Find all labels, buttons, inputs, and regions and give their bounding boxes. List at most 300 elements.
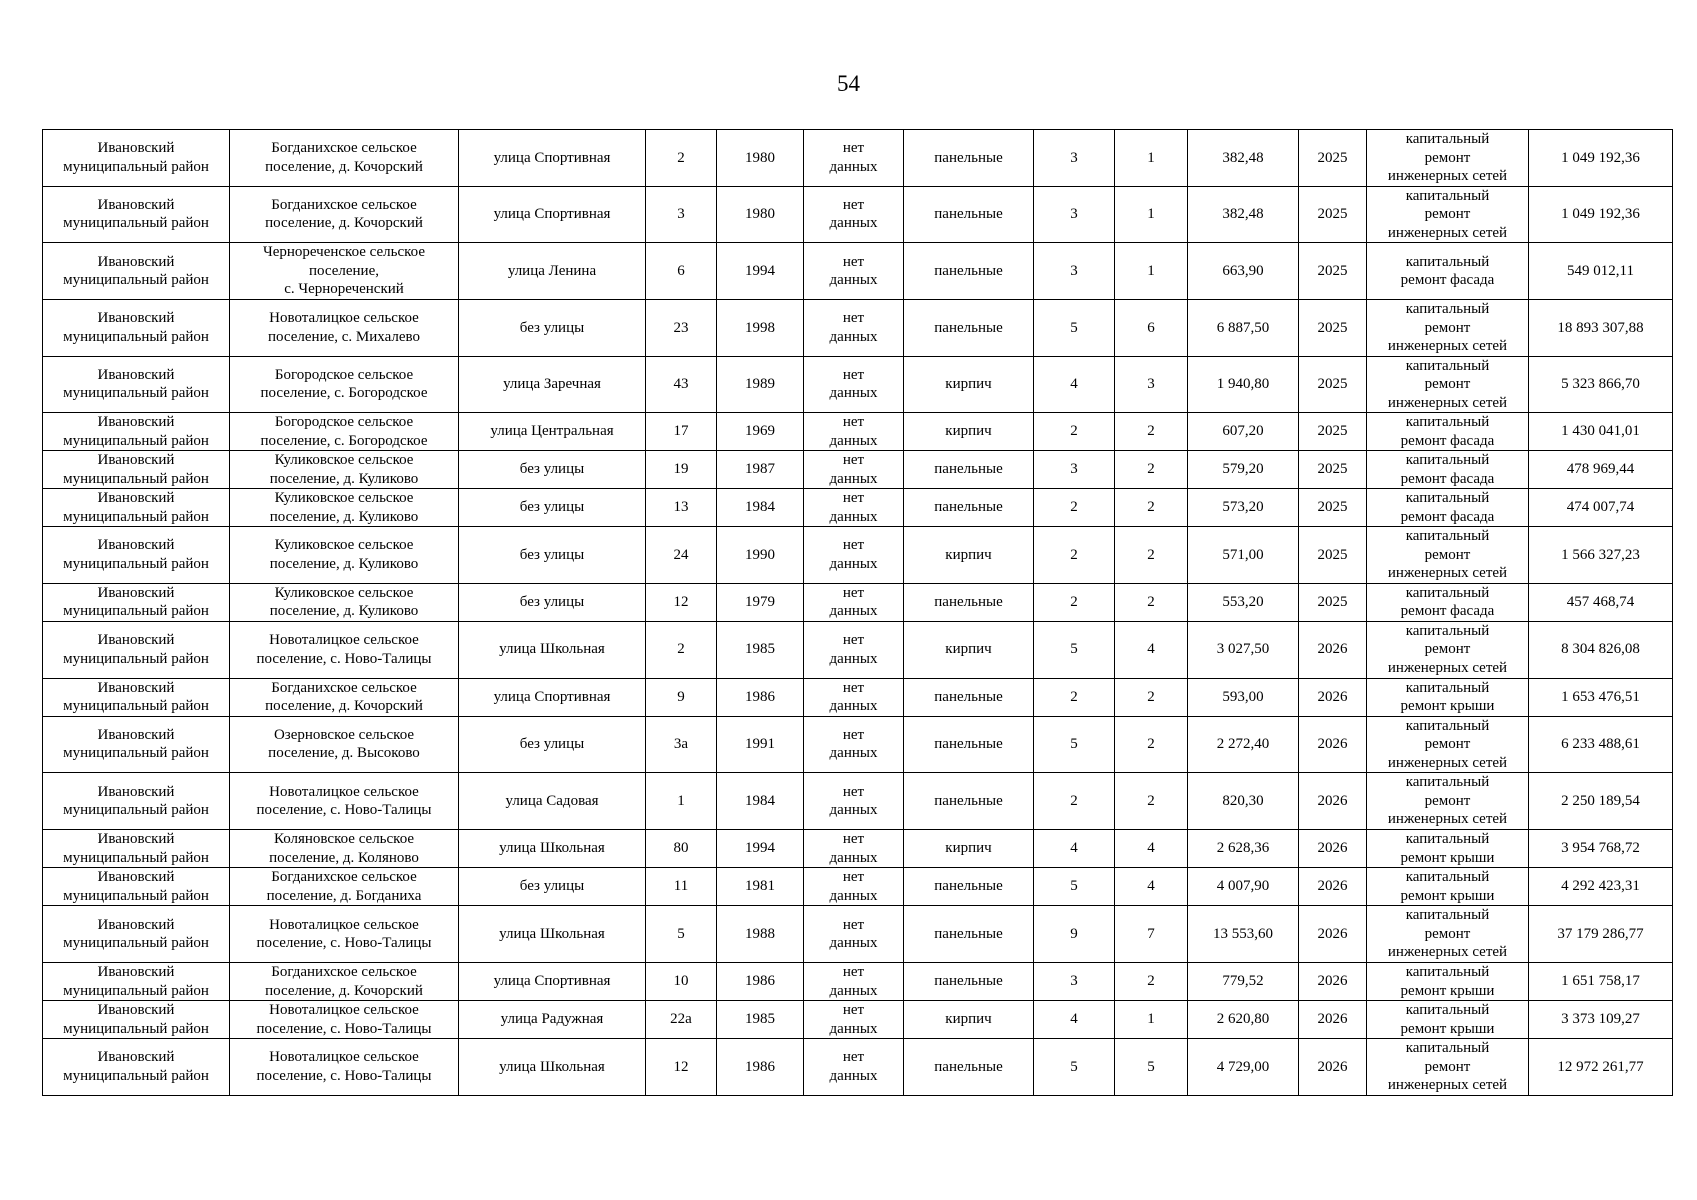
table-row (43, 868, 1673, 906)
work-type-cell-line: капитальный (1405, 452, 1490, 468)
settlement-cell (230, 830, 459, 868)
area-cell: 2 272,40 (1188, 716, 1299, 773)
wall-material-cell: панельные (904, 678, 1034, 716)
work-type-cell (1367, 868, 1529, 906)
settlement-cell (230, 583, 459, 621)
settlement-cell-line: поселение, д. Куликово (269, 508, 419, 525)
work-type-cell-line: ремонт (1424, 206, 1471, 222)
settlement-cell (230, 1001, 459, 1039)
settlement-cell (230, 716, 459, 773)
work-type-cell (1367, 489, 1529, 527)
wall-material-cell: кирпич (904, 527, 1034, 584)
district-cell-line: муниципальный район (63, 698, 209, 714)
no-data-cell-line: нет (842, 537, 865, 554)
no-data-cell-line: данных (829, 215, 878, 232)
district-cell-line: муниципальный район (63, 508, 209, 525)
house-number-cell: 80 (646, 830, 717, 868)
cost-cell: 18 893 307,88 (1529, 300, 1673, 357)
build-year-cell: 1979 (717, 583, 804, 621)
no-data-cell-line: нет (842, 414, 865, 430)
settlement-cell (230, 451, 459, 489)
work-type-cell-line: капитальный (1405, 622, 1490, 639)
no-data-cell-line: нет (842, 679, 865, 696)
area-cell: 2 628,36 (1188, 830, 1299, 868)
plan-year-cell: 2025 (1299, 243, 1367, 300)
table-row (43, 130, 1673, 187)
cost-cell: 1 653 476,51 (1529, 678, 1673, 716)
district-cell-line: Ивановский (97, 366, 175, 383)
no-data-cell-line: нет (842, 1049, 865, 1066)
entrances-cell: 1 (1115, 1001, 1188, 1039)
area-cell: 6 887,50 (1188, 300, 1299, 357)
settlement-cell (230, 243, 459, 300)
settlement-cell-line: Новоталицкое сельское (269, 1049, 419, 1066)
street-cell: без улицы (459, 716, 646, 773)
district-cell-line: Ивановский (97, 196, 175, 213)
settlement-cell-line: поселение, д. Куликово (269, 603, 419, 619)
work-type-cell (1367, 300, 1529, 357)
entrances-cell: 2 (1115, 451, 1188, 489)
house-number-cell: 10 (646, 963, 717, 1001)
no-data-cell (804, 413, 904, 451)
no-data-cell-line: нет (842, 140, 865, 157)
district-cell-line: муниципальный район (63, 432, 209, 449)
wall-material-cell: кирпич (904, 356, 1034, 413)
work-type-cell (1367, 186, 1529, 243)
settlement-cell (230, 186, 459, 243)
house-number-cell: 17 (646, 413, 717, 451)
work-type-cell-line: капитальный (1405, 253, 1490, 270)
area-cell: 553,20 (1188, 583, 1299, 621)
no-data-cell-line: нет (842, 253, 865, 270)
district-cell-line: Ивановский (97, 537, 175, 554)
district-cell-line: муниципальный район (63, 935, 209, 951)
no-data-cell-line: нет (842, 869, 865, 885)
work-type-cell (1367, 243, 1529, 300)
house-number-cell: 1 (646, 773, 717, 830)
table-row (43, 678, 1673, 716)
house-number-cell: 12 (646, 583, 717, 621)
district-cell-line: муниципальный район (63, 158, 209, 175)
district-cell (43, 1039, 230, 1096)
street-cell: улица Заречная (459, 356, 646, 413)
work-type-cell-line: капитальный (1405, 357, 1490, 374)
entrances-cell: 7 (1115, 906, 1188, 963)
settlement-cell (230, 300, 459, 357)
settlement-cell-line: Новоталицкое сельское (269, 310, 419, 327)
settlement-cell-line: поселение, д. Куликово (269, 555, 419, 572)
wall-material-cell: панельные (904, 773, 1034, 830)
street-cell: улица Школьная (459, 1039, 646, 1096)
district-cell-line: Ивановский (97, 310, 175, 327)
settlement-cell-line: Куликовское сельское (274, 490, 414, 506)
wall-material-cell: кирпич (904, 1001, 1034, 1039)
district-cell-line: муниципальный район (63, 385, 209, 402)
floors-cell: 4 (1034, 830, 1115, 868)
work-type-cell-line: инженерных сетей (1387, 565, 1508, 581)
wall-material-cell: панельные (904, 906, 1034, 963)
no-data-cell-line: данных (829, 328, 878, 345)
settlement-cell-line: поселение, д. Кочорский (265, 982, 423, 999)
settlement-cell-line: Озерновское сельское (273, 726, 415, 743)
settlement-cell (230, 868, 459, 906)
settlement-cell-line: поселение, д. Высоково (268, 745, 420, 762)
table-row (43, 963, 1673, 1001)
no-data-cell-line: данных (829, 272, 878, 288)
cost-cell: 4 292 423,31 (1529, 868, 1673, 906)
entrances-cell: 2 (1115, 716, 1188, 773)
cost-cell: 12 972 261,77 (1529, 1039, 1673, 1096)
table-row (43, 583, 1673, 621)
district-cell (43, 186, 230, 243)
wall-material-cell: кирпич (904, 830, 1034, 868)
plan-year-cell: 2025 (1299, 527, 1367, 584)
no-data-cell-line: данных (829, 385, 878, 402)
floors-cell: 2 (1034, 489, 1115, 527)
work-type-cell (1367, 451, 1529, 489)
no-data-cell-line: данных (829, 698, 878, 714)
house-number-cell: 2 (646, 621, 717, 678)
cost-cell: 549 012,11 (1529, 243, 1673, 300)
district-cell-line: муниципальный район (63, 1067, 209, 1084)
settlement-cell-line: Новоталицкое сельское (269, 1002, 419, 1018)
settlement-cell-line: Богданихское сельское (271, 679, 417, 696)
build-year-cell: 1990 (717, 527, 804, 584)
area-cell: 4 007,90 (1188, 868, 1299, 906)
settlement-cell-line: Куликовское сельское (274, 584, 414, 601)
plan-year-cell: 2025 (1299, 489, 1367, 527)
no-data-cell-line: данных (829, 1020, 878, 1037)
district-cell-line: муниципальный район (63, 603, 209, 619)
no-data-cell-line: нет (842, 783, 865, 800)
table-row (43, 451, 1673, 489)
work-type-cell (1367, 716, 1529, 773)
street-cell: без улицы (459, 489, 646, 527)
settlement-cell-line: поселение, д. Коляново (269, 849, 419, 866)
table-row (43, 716, 1673, 773)
floors-cell: 2 (1034, 527, 1115, 584)
settlement-cell-line: Коляновское сельское (273, 831, 415, 847)
settlement-cell (230, 621, 459, 678)
work-type-cell-line: ремонт крыши (1400, 887, 1495, 904)
district-cell-line: Ивановский (97, 869, 175, 885)
build-year-cell: 1989 (717, 356, 804, 413)
wall-material-cell: панельные (904, 300, 1034, 357)
settlement-cell (230, 1039, 459, 1096)
settlement-cell-line: Новоталицкое сельское (269, 783, 419, 800)
table-row (43, 489, 1673, 527)
settlement-cell-line: поселение, д. Кочорский (265, 158, 423, 175)
district-cell-line: Ивановский (97, 414, 175, 430)
street-cell: без улицы (459, 527, 646, 584)
no-data-cell (804, 906, 904, 963)
no-data-cell-line: нет (842, 452, 865, 468)
no-data-cell-line: нет (842, 831, 865, 847)
work-type-cell (1367, 678, 1529, 716)
no-data-cell (804, 130, 904, 187)
district-cell (43, 527, 230, 584)
no-data-cell (804, 621, 904, 678)
district-cell-line: муниципальный район (63, 1020, 209, 1037)
work-type-cell (1367, 773, 1529, 830)
settlement-cell (230, 130, 459, 187)
entrances-cell: 2 (1115, 527, 1188, 584)
work-type-cell-line: инженерных сетей (1387, 338, 1508, 354)
no-data-cell-line: нет (842, 490, 865, 506)
settlement-cell (230, 527, 459, 584)
build-year-cell: 1991 (717, 716, 804, 773)
build-year-cell: 1987 (717, 451, 804, 489)
district-cell-line: Ивановский (97, 253, 175, 270)
district-cell-line: муниципальный район (63, 555, 209, 572)
work-type-cell-line: инженерных сетей (1387, 659, 1508, 676)
work-type-cell-line: капитальный (1405, 187, 1490, 204)
floors-cell: 4 (1034, 1001, 1115, 1039)
cost-cell: 3 954 768,72 (1529, 830, 1673, 868)
house-number-cell: 12 (646, 1039, 717, 1096)
no-data-cell-line: данных (829, 802, 878, 818)
area-cell: 2 620,80 (1188, 1001, 1299, 1039)
district-cell-line: Ивановский (97, 632, 175, 648)
work-type-cell-line: капитальный (1405, 1040, 1490, 1056)
district-cell-line: муниципальный район (63, 802, 209, 818)
floors-cell: 9 (1034, 906, 1115, 963)
street-cell: улица Спортивная (459, 678, 646, 716)
no-data-cell (804, 716, 904, 773)
street-cell: без улицы (459, 300, 646, 357)
street-cell: без улицы (459, 583, 646, 621)
district-cell-line: Ивановский (97, 964, 175, 980)
settlement-cell-line: Новоталицкое сельское (269, 916, 419, 933)
no-data-cell-line: данных (829, 508, 878, 525)
work-type-cell-line: инженерных сетей (1387, 168, 1508, 184)
settlement-cell-line: Новоталицкое сельское (269, 632, 419, 648)
area-cell: 663,90 (1188, 243, 1299, 300)
wall-material-cell: панельные (904, 489, 1034, 527)
area-cell: 1 940,80 (1188, 356, 1299, 413)
wall-material-cell: панельные (904, 243, 1034, 300)
wall-material-cell: панельные (904, 963, 1034, 1001)
work-type-cell-line: инженерных сетей (1387, 1077, 1508, 1093)
district-cell-line: Ивановский (97, 726, 175, 743)
entrances-cell: 2 (1115, 489, 1188, 527)
no-data-cell-line: данных (829, 470, 878, 487)
settlement-cell (230, 678, 459, 716)
floors-cell: 3 (1034, 186, 1115, 243)
floors-cell: 2 (1034, 773, 1115, 830)
work-type-cell-line: ремонт (1424, 1058, 1471, 1075)
page-number: 54 (837, 71, 860, 96)
house-number-cell: 23 (646, 300, 717, 357)
no-data-cell (804, 868, 904, 906)
wall-material-cell: кирпич (904, 413, 1034, 451)
entrances-cell: 2 (1115, 583, 1188, 621)
no-data-cell (804, 583, 904, 621)
cost-cell: 1 049 192,36 (1529, 130, 1673, 187)
table-row (43, 773, 1673, 830)
work-type-cell-line: ремонт (1424, 376, 1471, 392)
district-cell-line: Ивановский (97, 1002, 175, 1018)
cost-cell: 5 323 866,70 (1529, 356, 1673, 413)
entrances-cell: 4 (1115, 868, 1188, 906)
area-cell: 4 729,00 (1188, 1039, 1299, 1096)
settlement-cell-line: Богданихское сельское (271, 869, 417, 885)
no-data-cell-line: нет (842, 916, 865, 933)
district-cell-line: Ивановский (97, 783, 175, 800)
district-cell-line: муниципальный район (63, 272, 209, 288)
no-data-cell-line: данных (829, 432, 878, 449)
wall-material-cell: панельные (904, 451, 1034, 489)
district-cell-line: Ивановский (97, 452, 175, 468)
district-cell-line: Ивановский (97, 831, 175, 847)
plan-year-cell: 2025 (1299, 356, 1367, 413)
settlement-cell (230, 906, 459, 963)
floors-cell: 2 (1034, 678, 1115, 716)
no-data-cell-line: нет (842, 310, 865, 327)
cost-cell: 1 651 758,17 (1529, 963, 1673, 1001)
settlement-cell-line: Богданихское сельское (271, 140, 417, 157)
house-number-cell: 43 (646, 356, 717, 413)
floors-cell: 5 (1034, 716, 1115, 773)
street-cell: улица Школьная (459, 906, 646, 963)
entrances-cell: 6 (1115, 300, 1188, 357)
plan-year-cell: 2025 (1299, 413, 1367, 451)
district-cell-line: Ивановский (97, 490, 175, 506)
street-cell: улица Школьная (459, 830, 646, 868)
settlement-cell (230, 356, 459, 413)
plan-year-cell: 2025 (1299, 583, 1367, 621)
house-number-cell: 3 (646, 186, 717, 243)
work-type-cell (1367, 527, 1529, 584)
build-year-cell: 1981 (717, 868, 804, 906)
work-type-cell-line: ремонт фасада (1400, 432, 1495, 449)
house-number-cell: 24 (646, 527, 717, 584)
work-type-cell (1367, 130, 1529, 187)
area-cell: 579,20 (1188, 451, 1299, 489)
cost-cell: 457 468,74 (1529, 583, 1673, 621)
no-data-cell-line: данных (829, 1067, 878, 1084)
build-year-cell: 1984 (717, 773, 804, 830)
cost-cell: 6 233 488,61 (1529, 716, 1673, 773)
work-type-cell (1367, 1039, 1529, 1096)
work-type-cell-line: капитальный (1405, 774, 1490, 791)
settlement-cell-line: поселение, с. Богородское (260, 432, 428, 449)
work-type-cell-line: капитальный (1405, 131, 1490, 147)
work-type-cell-line: ремонт (1424, 319, 1471, 336)
no-data-cell-line: данных (829, 650, 878, 667)
build-year-cell: 1994 (717, 830, 804, 868)
work-type-cell-line: ремонт фасада (1400, 508, 1495, 525)
build-year-cell: 1985 (717, 1001, 804, 1039)
district-cell-line: Ивановский (97, 916, 175, 933)
district-cell-line: муниципальный район (63, 650, 209, 667)
settlement-cell-line: поселение, с. Богородское (260, 385, 428, 402)
plan-year-cell: 2026 (1299, 963, 1367, 1001)
build-year-cell: 1984 (717, 489, 804, 527)
no-data-cell-line: нет (842, 964, 865, 980)
work-type-cell (1367, 830, 1529, 868)
work-type-cell-line: ремонт фасада (1400, 603, 1495, 619)
wall-material-cell: панельные (904, 868, 1034, 906)
street-cell: улица Спортивная (459, 963, 646, 1001)
street-cell: улица Садовая (459, 773, 646, 830)
work-type-cell-line: капитальный (1405, 717, 1490, 734)
district-cell-line: Ивановский (97, 140, 175, 157)
house-number-cell: 5 (646, 906, 717, 963)
build-year-cell: 1998 (717, 300, 804, 357)
plan-year-cell: 2026 (1299, 1001, 1367, 1039)
no-data-cell-line: данных (829, 982, 878, 999)
entrances-cell: 1 (1115, 243, 1188, 300)
work-type-cell-line: капитальный (1405, 490, 1490, 506)
work-type-cell-line: ремонт крыши (1400, 1020, 1495, 1037)
district-cell-line: муниципальный район (63, 328, 209, 345)
no-data-cell-line: нет (842, 726, 865, 743)
no-data-cell (804, 489, 904, 527)
entrances-cell: 4 (1115, 830, 1188, 868)
district-cell (43, 830, 230, 868)
area-cell: 779,52 (1188, 963, 1299, 1001)
floors-cell: 2 (1034, 583, 1115, 621)
house-number-cell: 9 (646, 678, 717, 716)
settlement-cell-line: поселение, с. Ново-Талицы (256, 650, 432, 667)
settlement-cell-line: поселение, д. Куликово (269, 470, 419, 487)
housing-repair-table (42, 129, 1673, 1096)
work-type-cell-line: капитальный (1405, 964, 1490, 980)
wall-material-cell: панельные (904, 1039, 1034, 1096)
entrances-cell: 2 (1115, 413, 1188, 451)
plan-year-cell: 2025 (1299, 451, 1367, 489)
no-data-cell (804, 1001, 904, 1039)
cost-cell: 2 250 189,54 (1529, 773, 1673, 830)
settlement-cell-line: поселение, д. Богданиха (266, 887, 422, 904)
work-type-cell-line: инженерных сетей (1387, 944, 1508, 961)
entrances-cell: 2 (1115, 773, 1188, 830)
settlement-cell-line: Куликовское сельское (274, 537, 414, 554)
plan-year-cell: 2026 (1299, 906, 1367, 963)
district-cell-line: Ивановский (97, 679, 175, 696)
cost-cell: 8 304 826,08 (1529, 621, 1673, 678)
floors-cell: 2 (1034, 413, 1115, 451)
no-data-cell (804, 773, 904, 830)
settlement-cell-line: с. Чернореченский (284, 281, 404, 298)
settlement-cell-line: Богородское сельское (274, 414, 414, 430)
plan-year-cell: 2025 (1299, 300, 1367, 357)
plan-year-cell: 2026 (1299, 678, 1367, 716)
build-year-cell: 1969 (717, 413, 804, 451)
entrances-cell: 1 (1115, 130, 1188, 187)
no-data-cell-line: данных (829, 849, 878, 866)
no-data-cell-line: данных (829, 745, 878, 762)
area-cell: 13 553,60 (1188, 906, 1299, 963)
floors-cell: 5 (1034, 1039, 1115, 1096)
district-cell (43, 621, 230, 678)
district-cell (43, 489, 230, 527)
work-type-cell-line: ремонт крыши (1400, 849, 1495, 866)
work-type-cell-line: капитальный (1405, 301, 1490, 317)
no-data-cell (804, 1039, 904, 1096)
work-type-cell-line: инженерных сетей (1387, 224, 1508, 241)
settlement-cell-line: поселение, с. Ново-Талицы (256, 802, 432, 818)
settlement-cell-line: Богданихское сельское (271, 196, 417, 213)
plan-year-cell: 2026 (1299, 621, 1367, 678)
street-cell: улица Центральная (459, 413, 646, 451)
settlement-cell (230, 773, 459, 830)
no-data-cell (804, 356, 904, 413)
district-cell-line: муниципальный район (63, 215, 209, 232)
work-type-cell (1367, 906, 1529, 963)
table-row (43, 243, 1673, 300)
